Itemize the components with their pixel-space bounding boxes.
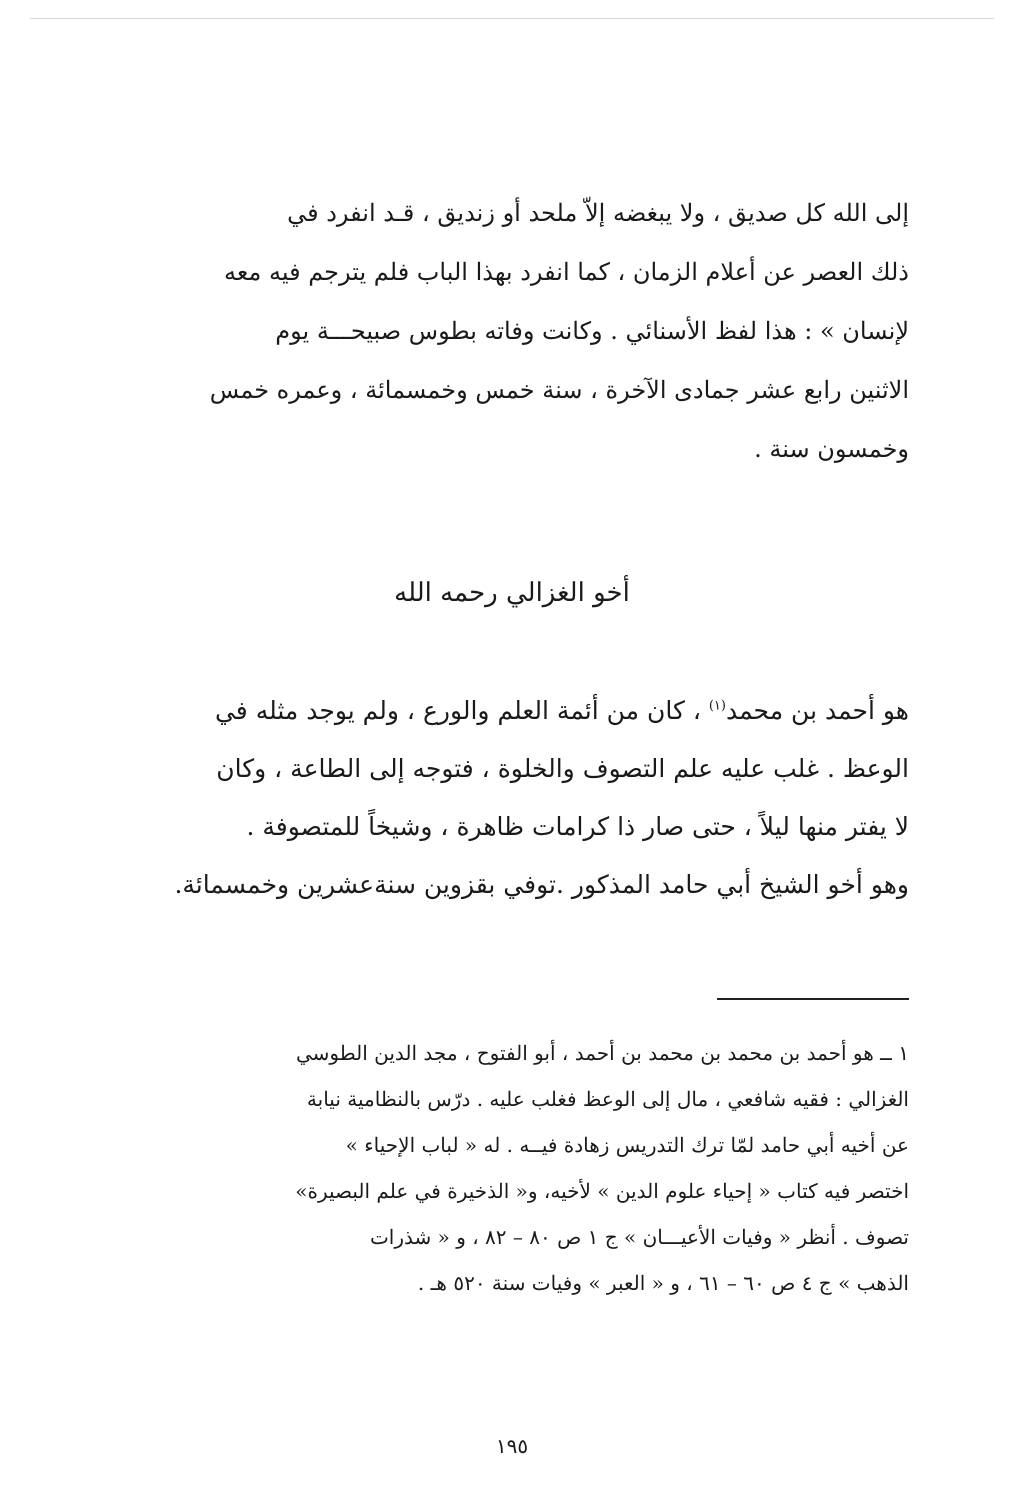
- footnote-line: الغزالي : فقيه شافعي ، مال إلى الوعظ فغلب عليه . درّس بالنظامية نيابة: [306, 1087, 909, 1111]
- intro-line: وخمسون سنة .: [754, 435, 909, 463]
- section-title: أخو الغزالي رحمه الله: [394, 578, 630, 608]
- footnote-line: ١ ــ هو أحمد بن محمد بن محمد بن أحمد ، أبو الفتوح ، مجد الدين الطوسي: [295, 1041, 909, 1065]
- footnote-line: تصوف . أنظر « وفيات الأعيـــان » ج ١ ص ٨٠ – ٨٢ ، و « شذرات: [369, 1225, 909, 1249]
- footnote-line: اختصر فيه كتاب « إحياء علوم الدين » لأخيه، و« الذخيرة في علم البصيرة»: [295, 1179, 909, 1203]
- main-line-rest: ، كان من أئمة العلم والورع ، ولم يوجد مثله في: [214, 696, 709, 725]
- main-line-first: [150, 682, 909, 740]
- footnote-marker[interactable]: (١): [708, 698, 726, 714]
- intro-paragraph: [150, 184, 909, 479]
- intro-line: لإنسان » : هذا لفظ الأسنائي . وكانت وفاته بطوس صبيحـــة يوم: [275, 317, 909, 345]
- main-line: لا يفتر منها ليلاً ، حتى صار ذا كرامات ظاهرة ، وشيخاً للمتصوفة .: [246, 812, 909, 841]
- intro-line: ذلك العصر عن أعلام الزمان ، كما انفرد بهذا الباب فلم يترجم فيه معه: [224, 258, 909, 286]
- footnote-line: الذهب » ج ٤ ص ٦٠ – ٦١ ، و « العبر » وفيات سنة ٥٢٠ هـ .: [417, 1271, 909, 1295]
- main-line-start: هو أحمد بن محمد: [725, 696, 909, 725]
- intro-line: إلى الله كل صديق ، ولا يبغضه إلاّ ملحد أو زنديق ، قـد انفرد في: [287, 199, 909, 227]
- page-number: ١٩٥: [495, 1434, 529, 1458]
- footnote-divider: [717, 998, 909, 1000]
- main-line: وهو أخو الشيخ أبي حامد المذكور .توفي بقزوين سنةعشرين وخمسمائة.: [174, 870, 909, 899]
- intro-line: الاثنين رابع عشر جمادى الآخرة ، سنة خمس وخمسمائة ، وعمره خمس: [209, 376, 909, 404]
- footnote-line: عن أخيه أبي حامد لمّا ترك التدريس زهادة فيــه . له « لباب الإحياء »: [345, 1133, 909, 1157]
- footnotes: [150, 1030, 909, 1306]
- top-divider: [30, 18, 994, 19]
- main-line: الوعظ . غلب عليه علم التصوف والخلوة ، فتوجه إلى الطاعة ، وكان: [216, 754, 909, 783]
- main-paragraph: [150, 682, 909, 914]
